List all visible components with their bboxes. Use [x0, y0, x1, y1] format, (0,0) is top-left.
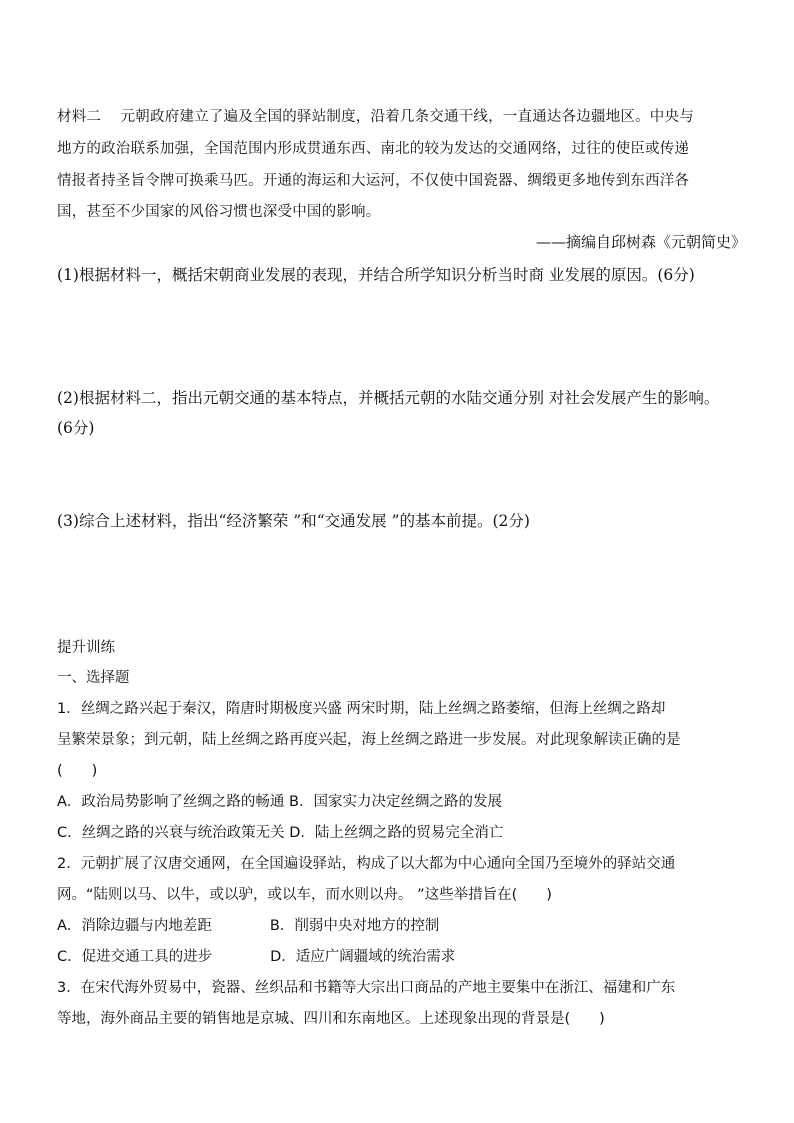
material2-line-3: 情报者持圣旨令牌可换乘马匹。开通的海运和大运河，不仅使中国瓷器、绸缎更多地传到东西洋各 — [57, 173, 690, 189]
mcq-line-11: 等地，海外商品主要的销售地是京城、四川和东南地区。上述现象出现的背景是( ) — [57, 1011, 605, 1027]
mcq-line-6: 2．元朝扩展了汉唐交通网，在全国遍设驿站，构成了以大都为中心通向全国乃至境外的驿站交通 — [57, 856, 676, 872]
mcq-line-7: 网。“陆则以马、以牛，或以驴，或以车，而水则以舟。 ”这些举措旨在( ) — [57, 887, 552, 903]
question-1: (1)根据材料一，概括宋朝商业发展的表现，并结合所学知识分析当时商 业发展的原因。(6分) — [57, 266, 695, 284]
material2-source: ——摘编自邱树森《元朝简史》 — [535, 233, 746, 251]
mcq-line-4: A．政治局势影响了丝绸之路的畅通 B．国家实力决定丝绸之路的发展 — [57, 794, 502, 810]
mcq-line-5: C．丝绸之路的兴衰与统治政策无关 D．陆上丝绸之路的贸易完全消亡 — [57, 825, 504, 841]
material2-line-2: 地方的政治联系加强，全国范围内形成贯通东西、南北的较为发达的交通网络，过往的使臣或传递 — [57, 141, 690, 157]
mcq-line-1: 1．丝绸之路兴起于秦汉，隋唐时期极度兴盛 两宋时期，陆上丝绸之路萎缩，但海上丝绸之路却 — [57, 701, 666, 717]
mcq-line-9: C．促进交通工具的进步 D．适应广阔疆域的统治需求 — [57, 949, 456, 965]
section-heading: 一、选择题 — [57, 670, 130, 686]
practice-heading: 提升训练 — [57, 640, 115, 656]
material2-line-1: 材料二 元朝政府建立了遍及全国的驿站制度，沿着几条交通干线，一直通达各边疆地区。中央与 — [57, 109, 694, 125]
question-2-line-2: (6分) — [57, 419, 95, 437]
mcq-line-8: A．消除边疆与内地差距 B．削弱中央对地方的控制 — [57, 918, 440, 934]
mcq-line-3: ( ) — [57, 763, 98, 779]
mcq-line-2: 呈繁荣景象；到元朝，陆上丝绸之路再度兴起，海上丝绸之路进一步发展。对此现象解读正确的是 — [57, 732, 681, 748]
question-3: (3)综合上述材料，指出“经济繁荣 ”和“交通发展 ”的基本前提。(2分) — [57, 512, 530, 530]
question-2-line-1: (2)根据材料二，指出元朝交通的基本特点，并概括元朝的水陆交通分别 对社会发展产生的影响。 — [57, 389, 720, 407]
material2-line-4: 国，甚至不少国家的风俗习惯也深受中国的影响。 — [57, 204, 381, 220]
mcq-line-10: 3．在宋代海外贸易中，瓷器、丝织品和书籍等大宗出口商品的产地主要集中在浙江、福建和广东 — [57, 980, 676, 996]
